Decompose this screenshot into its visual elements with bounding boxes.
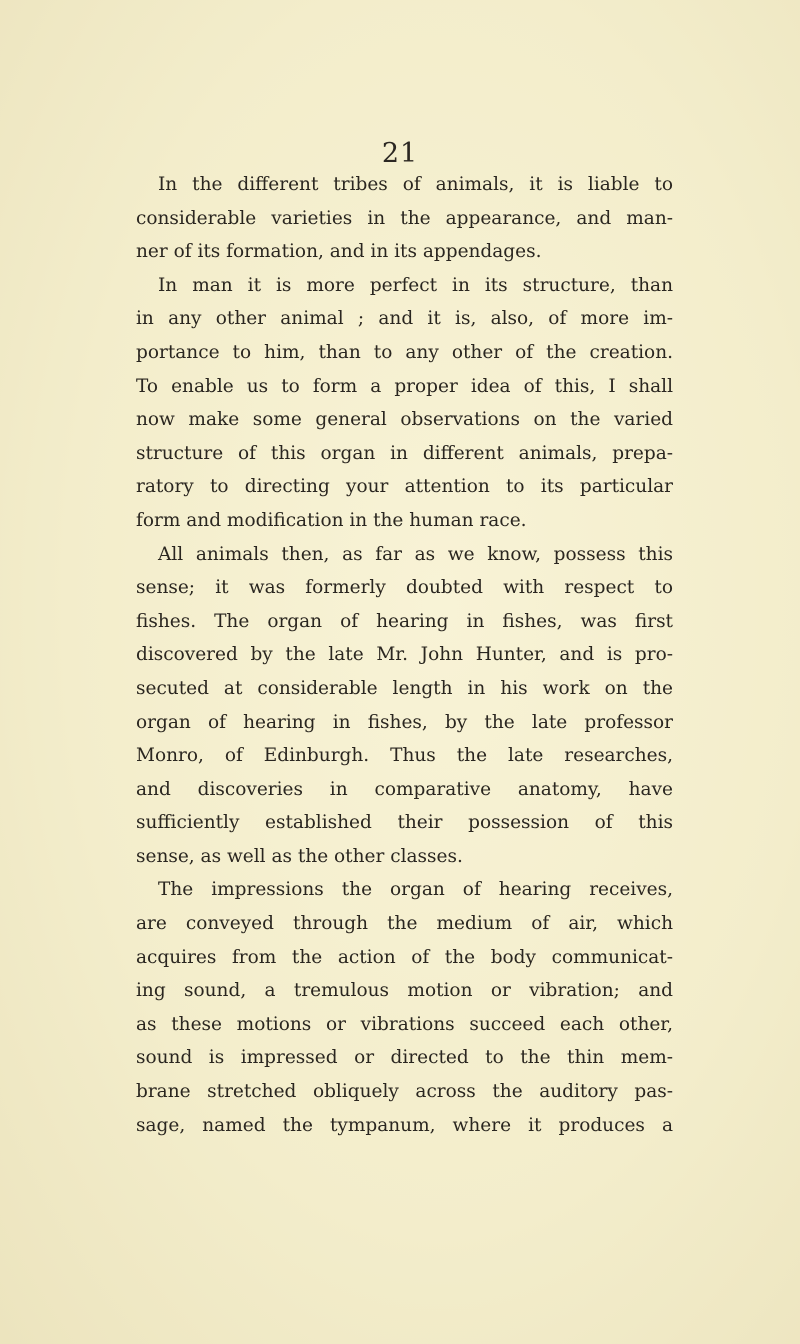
text-line: are conveyed through the medium of air, which [136,913,673,935]
text-line: brane stretched obliquely across the auditory pas- [136,1081,673,1103]
text-line: sound is impressed or directed to the thin mem- [136,1047,673,1069]
text-line: In man it is more perfect in its structure, than [158,274,673,296]
text-line: Monro, of Edinburgh. Thus the late researches, [136,745,673,767]
text-line: in any other animal ; and it is, also, of more im- [136,308,673,330]
text-line: as these motions or vibrations succeed each other, [136,1013,673,1035]
text-line: discovered by the late Mr. John Hunter, and is pro- [136,644,673,666]
text-line: ner of its formation, and in its appendages. [136,241,542,263]
text-line: fishes. The organ of hearing in fishes, was first [136,610,673,632]
text-line: and discoveries in comparative anatomy, have [136,778,673,800]
text-line: organ of hearing in fishes, by the late professor [136,711,673,733]
text-line: The impressions the organ of hearing receives, [158,879,673,901]
text-line: In the different tribes of animals, it is liable to [158,174,673,195]
text-line: sage, named the tympanum, where it produces a [136,1114,673,1136]
body-text [136,168,673,1142]
text-line: All animals then, as far as we know, possess this [158,543,673,565]
text-line: now make some general observations on the varied [136,409,673,431]
text-line: acquires from the action of the body communicat- [136,946,673,968]
text-line: portance to him, than to any other of the creation. [136,341,673,363]
text-line: form and modification in the human race. [136,509,527,531]
text-line: secuted at considerable length in his work on the [136,677,673,699]
text-line: ratory to directing your attention to its particular [136,476,673,498]
text-line: considerable varieties in the appearance, and man- [136,207,673,229]
text-line: ing sound, a tremulous motion or vibration; and [136,980,673,1002]
text-line: sense; it was formerly doubted with respect to [136,577,673,599]
text-line: sense, as well as the other classes. [136,845,463,867]
page-number: 21 [381,138,419,169]
text-line: structure of this organ in different animals, prepa- [136,442,673,464]
text-line: sufficiently established their possession of this [136,812,673,834]
text-line: To enable us to form a proper idea of this, I shall [136,375,673,397]
